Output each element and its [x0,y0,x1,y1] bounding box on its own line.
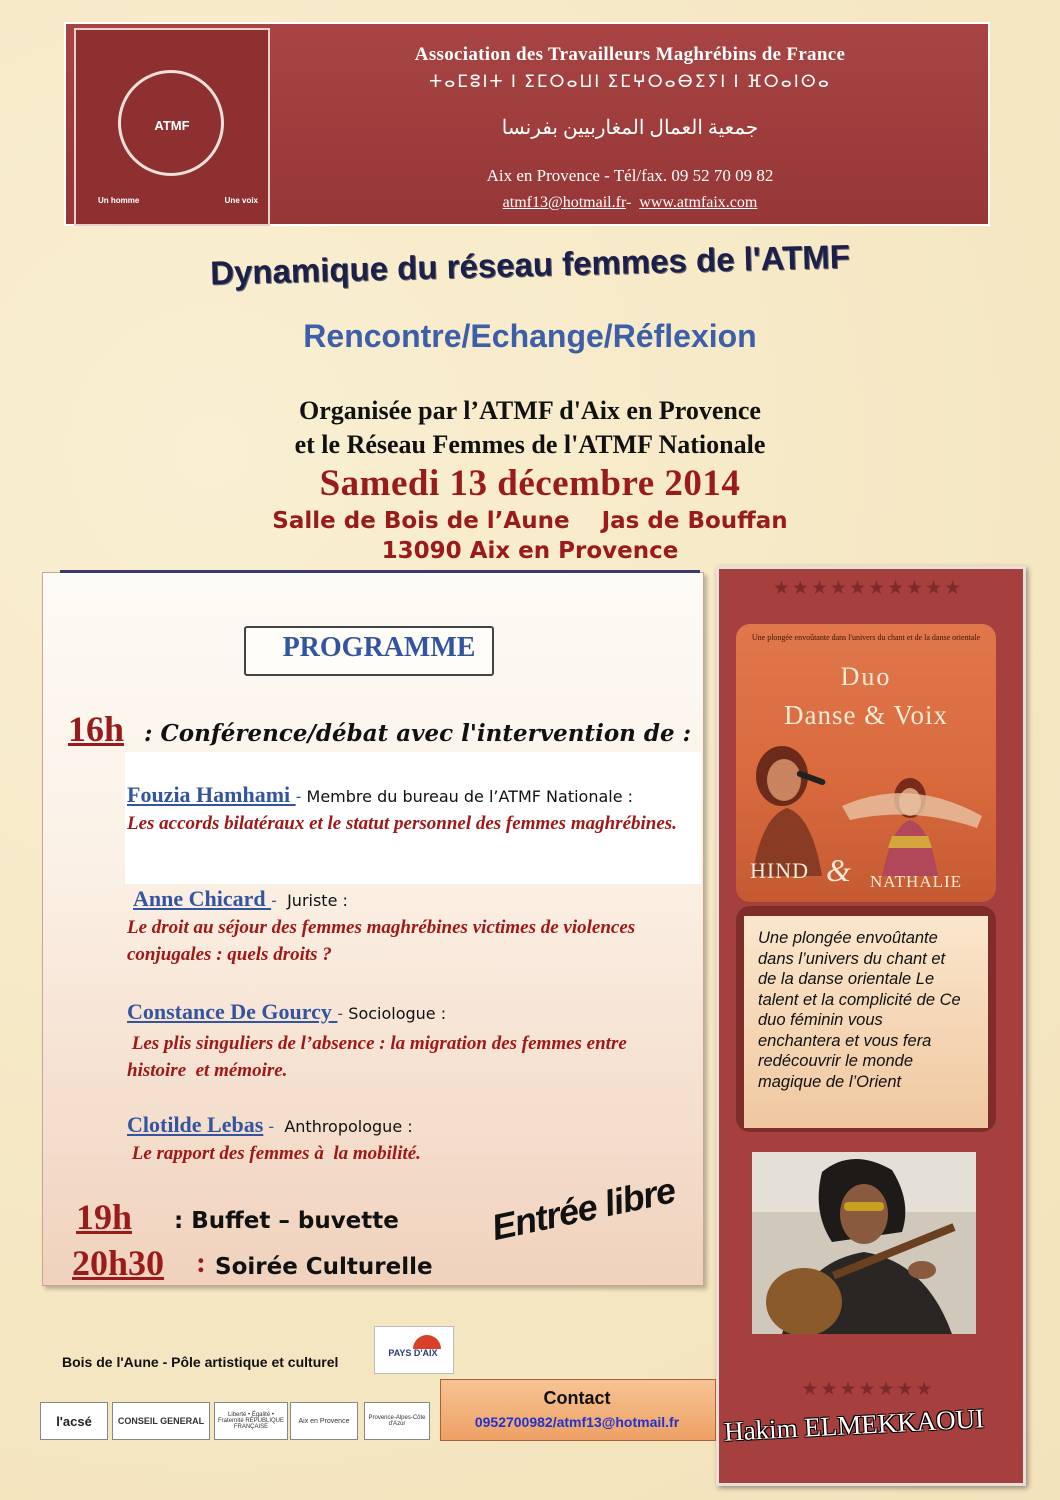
org-contact-links: atmf13@hotmail.fr- www.atmfaix.com [502,194,758,211]
sun-icon [375,1327,453,1349]
buffet-label: : Buffet – buvette [174,1208,399,1234]
org-address: Aix en Provence - Tél/fax. 09 52 70 09 82 [486,166,774,185]
sponsor-paca-label: Provence-Alpes-Côte d'Azur [368,1415,426,1427]
stars-decoration-bottom: ★★★★★★★ [801,1379,935,1400]
duo-title: Duo [840,662,892,691]
venue-line-2: 13090 Aix en Provence [381,538,679,564]
programme-label: PROGRAMME [282,632,476,663]
sponsor-aix-label: Aix en Provence [298,1417,350,1425]
page-subtitle: Rencontre/Echange/Réflexion [303,318,757,354]
sponsor-rf-label: Liberté • Égalité • Fraternité RÉPUBLIQUE FRANÇAISE [217,1412,285,1430]
soiree-label: Soirée Culturelle [215,1254,433,1280]
conference-label: : Conférence/débat avec l'intervention de : [144,720,692,747]
speaker-separator: - [337,1004,349,1023]
sponsor-acse-label: l'acsé [56,1413,92,1429]
speaker-topic: Les plis singuliers de l’absence : la migration des femmes entre histoire et mémoire. [127,1033,632,1081]
speaker-1 [127,782,633,808]
conference-time: 16h [68,709,125,749]
logo-slogan-right: Une voix [224,196,258,205]
org-name-tifinagh: ⵜⴰⵎⵓⵏⵜ ⵏ ⵉⵎⵔⴰⵡⵏ ⵉⵎⵖⵔⴰⴱⵉⵢⵏ ⵏ ⴼⵔⴰⵏⵙⴰ [429,72,831,91]
event-date: Samedi 13 décembre 2014 [319,463,741,504]
speaker-role: Membre du bureau de l’ATMF Nationale : [306,787,634,806]
venue-footer: Bois de l'Aune - Pôle artistique et culturel [62,1354,339,1370]
duo-performers-image [742,736,992,876]
speaker-topic: Les accords bilatéraux et le statut personnel des femmes maghrébines. [127,813,677,834]
logo-text: ATMF [154,118,190,133]
speaker-separator: - [263,1117,285,1136]
speaker-4 [127,1112,413,1138]
programme-panel-rule [60,570,700,573]
duo-subtitle: Danse & Voix [783,700,948,730]
sponsor-region-logo [364,1402,430,1440]
speaker-name[interactable]: Fouzia Hamhami [127,782,296,807]
speaker-role: Juriste : [287,891,348,910]
speaker-2 [133,886,348,912]
sponsor-conseil-general-logo [112,1402,210,1440]
duo-name-2: NATHALIE [870,872,963,891]
contact-value[interactable]: 0952700982/atmf13@hotmail.fr [474,1414,680,1430]
pays-aix-label: PAYS D'AIX [388,1348,438,1358]
artist-photo [752,1152,976,1334]
sponsor-acse-logo [40,1402,108,1440]
speaker-3 [127,999,446,1025]
artist-name: Hakim ELMEKKAOUI [723,1403,985,1447]
speaker-separator: - [295,787,307,806]
duo-tagline: Une plongée envoûtante dans l'univers du chant et de la danse orientale [751,633,981,642]
organiser-line-1: Organisée par l’ATMF d'Aix en Provence [299,396,761,425]
venue-line-1: Salle de Bois de l’Aune Jas de Bouffan [272,508,788,534]
speaker-topic: Le rapport des femmes à la mobilité. [127,1143,421,1164]
duo-name-1: HIND [750,858,809,883]
stars-decoration-top: ★★★★★★★★★★ [772,578,964,599]
sponsor-republique-logo [214,1402,288,1440]
speaker-name[interactable]: Constance De Gourcy [127,999,338,1024]
speaker-separator: - [271,891,288,910]
speaker-role: Anthropologue : [284,1117,413,1136]
sponsor-aix-logo [290,1402,358,1440]
soiree-time: 20h30 [72,1243,165,1283]
logo-slogan-left: Un homme [98,196,140,205]
page-title: Dynamique du réseau femmes de l'ATMF [209,237,851,292]
buffet-time: 19h [76,1197,133,1237]
contact-title: Contact [543,1388,611,1408]
duo-description: Une plongée envoûtante dans l’univers du chant et de la danse orientale Le talent et la complicité de Ce duo féminin vous enchantera et vous fera redécouvrir le monde magique de l’Orient [758,929,961,1091]
free-entry-label: Entrée libre [488,1169,679,1249]
email-link[interactable]: atmf13@hotmail.fr [502,194,626,211]
sponsor-cg-label: CONSEIL GENERAL [117,1416,205,1426]
org-name-arabic: جمعية العمال المغاربيين بفرنسا [501,117,759,139]
duo-ampersand: & [826,852,851,888]
soiree-colon: : [196,1246,206,1279]
speaker-role: Sociologue : [348,1004,447,1023]
logo-slogan [98,196,258,205]
speaker-name[interactable]: Clotilde Lebas [127,1112,264,1137]
website-link[interactable]: www.atmfaix.com [639,194,758,211]
organiser-line-2: et le Réseau Femmes de l'ATMF Nationale [294,430,766,459]
speaker-topic: Le droit au séjour des femmes maghrébines victimes de violences conjugales : quels droits ? [127,917,636,965]
org-name: Association des Travailleurs Maghrébins de France [414,44,846,65]
speaker-name[interactable]: Anne Chicard [133,886,272,911]
